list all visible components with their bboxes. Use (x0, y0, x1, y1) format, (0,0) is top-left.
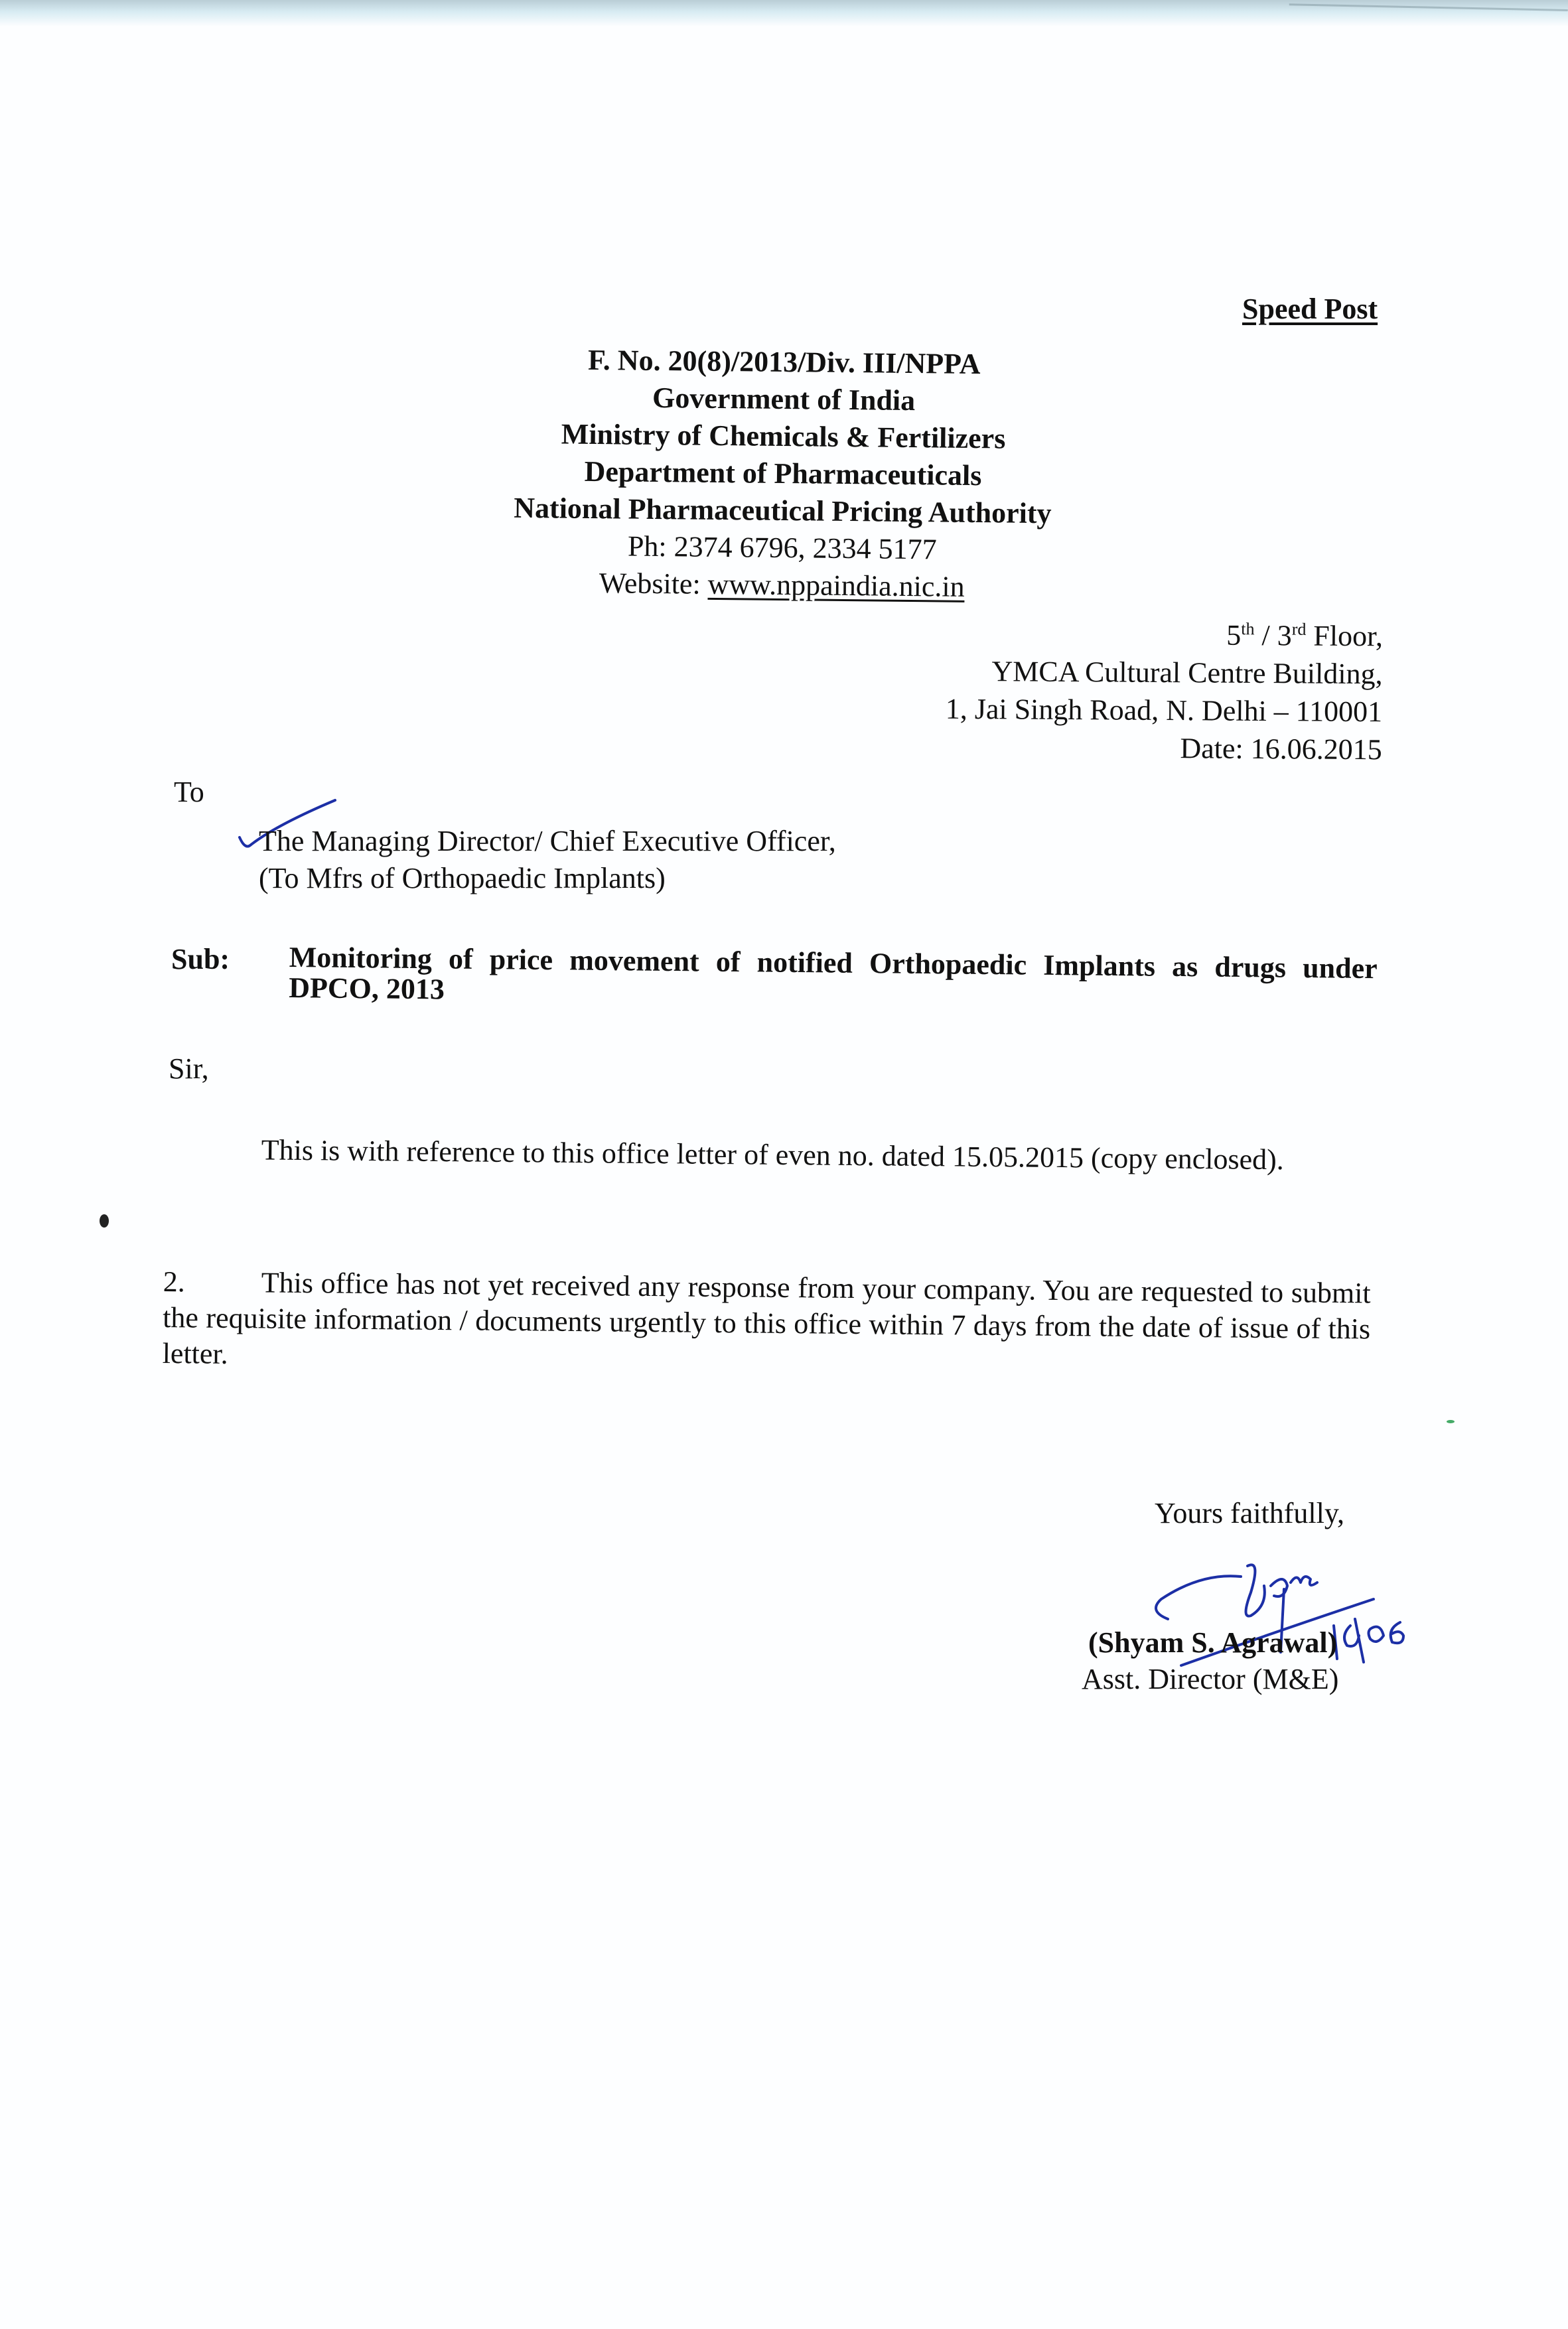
website-link[interactable]: www.nppaindia.nic.in (707, 567, 965, 603)
letterhead (463, 340, 1103, 607)
subject-label: Sub: (171, 943, 230, 975)
handwritten-signature-icon (1108, 1553, 1453, 1679)
paragraph-2-text: This office has not yet received any response from your company. You are requested to submit the requisite information / documents urgently to this office within 7 days from the date of issue of this letter. (162, 1266, 1371, 1370)
signatory-name: (Shyam S. Agrawal) (1088, 1626, 1338, 1659)
salutation: Sir, (169, 1052, 209, 1085)
closing: Yours faithfully, (1155, 1497, 1345, 1529)
floor-first-number: 5 (1226, 618, 1242, 652)
recipient-title: The Managing Director/ Chief Executive Officer, (259, 825, 836, 857)
website-label: Website: (599, 567, 708, 600)
address-floor (946, 614, 1383, 656)
floor-separator: / (1253, 618, 1277, 652)
website-line (463, 563, 1101, 607)
address-street: 1, Jai Singh Road, N. Delhi – 110001 (945, 692, 1382, 729)
floor-word: Floor, (1305, 619, 1383, 653)
file-number: F. No. 20(8)/2013/Div. III/NPPA (587, 343, 981, 381)
sender-address (945, 614, 1383, 769)
phone-numbers: Ph: 2374 6796, 2334 5177 (627, 529, 937, 566)
paragraph-2 (162, 1264, 1370, 1383)
floor-second-suffix: rd (1291, 619, 1307, 639)
address-building: YMCA Cultural Centre Building, (991, 655, 1383, 691)
ink-speck (100, 1214, 109, 1228)
paragraph-number: 2. (163, 1265, 185, 1299)
dispatch-mode-label: Speed Post (1242, 293, 1378, 325)
ministry-name: Ministry of Chemicals & Fertilizers (561, 417, 1006, 455)
department-name: Department of Pharmaceuticals (584, 455, 982, 492)
recipient-block (259, 823, 836, 897)
subject-text: Monitoring of price movement of notified Orthopaedic Implants as drugs under DPCO, 2013 (289, 941, 1378, 1006)
floor-first-suffix: th (1240, 619, 1255, 639)
government-name: Government of India (652, 381, 916, 417)
signatory-designation: Asst. Director (M&E) (1082, 1663, 1339, 1695)
floor-second-number: 3 (1277, 619, 1292, 652)
to-label: To (174, 776, 204, 808)
authority-name: National Pharmaceutical Pricing Authority (514, 491, 1052, 530)
letter-date: Date: 16.06.2015 (1179, 732, 1382, 766)
paragraph-1: This is with reference to this office letter of even no. dated 15.05.2015 (copy enclosed). (261, 1133, 1285, 1176)
ink-speck (1447, 1420, 1455, 1423)
recipient-note: (To Mfrs of Orthopaedic Implants) (259, 862, 666, 894)
